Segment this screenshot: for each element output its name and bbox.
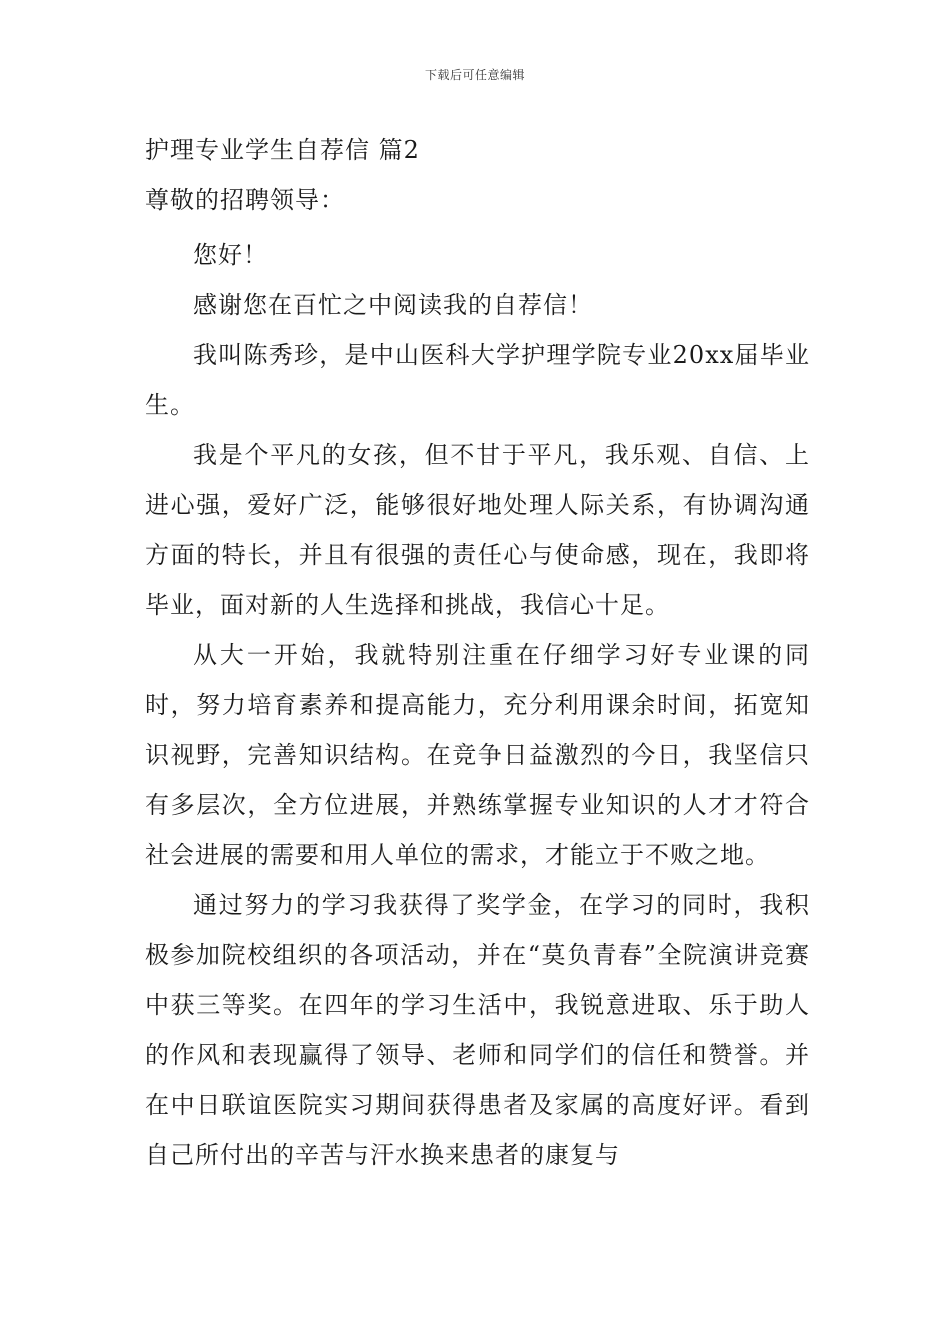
document-body bbox=[145, 130, 810, 1180]
paragraph-personality: 我是个平凡的女孩，但不甘于平凡，我乐观、自信、上进心强，爱好广泛，能够很好地处理人际关系，有协调沟通方面的特长，并且有很强的责任心与使命感，现在，我即将毕业，面对新的人生选择和挑战，我信心十足。 bbox=[145, 441, 810, 619]
header-note: 下载后可任意编辑 bbox=[424, 68, 525, 82]
paragraph-thanks: 感谢您在百忙之中阅读我的自荐信！ bbox=[193, 291, 593, 319]
salutation: 尊敬的招聘领导： bbox=[145, 186, 345, 214]
letter-paragraphs bbox=[145, 230, 810, 1180]
paragraph-greeting: 您好！ bbox=[193, 241, 268, 269]
paragraph-achievements: 通过努力的学习我获得了奖学金，在学习的同时，我积极参加院校组织的各项活动，并在“莫负青春”全院演讲竞赛中获三等奖。在四年的学习生活中，我锐意进取、乐于助人的作风和表现赢得了领导、老师和同学们的信任和赞誉。并在中日联谊医院实习期间获得患者及家属的高度好评。看到自己所付出的辛苦与汗水换来患者的康复与 bbox=[145, 891, 810, 1169]
paragraph-intro: 我叫陈秀珍，是中山医科大学护理学院专业20xx届毕业生。 bbox=[145, 341, 810, 419]
document-title: 护理专业学生自荐信 篇2 bbox=[145, 136, 420, 164]
paragraph-study: 从大一开始，我就特别注重在仔细学习好专业课的同时，努力培育素养和提高能力，充分利用课余时间，拓宽知识视野，完善知识结构。在竞争日益激烈的今日，我坚信只有多层次，全方位进展，并熟练掌握专业知识的人才才符合社会进展的需要和用人单位的需求，才能立于不败之地。 bbox=[145, 641, 810, 869]
